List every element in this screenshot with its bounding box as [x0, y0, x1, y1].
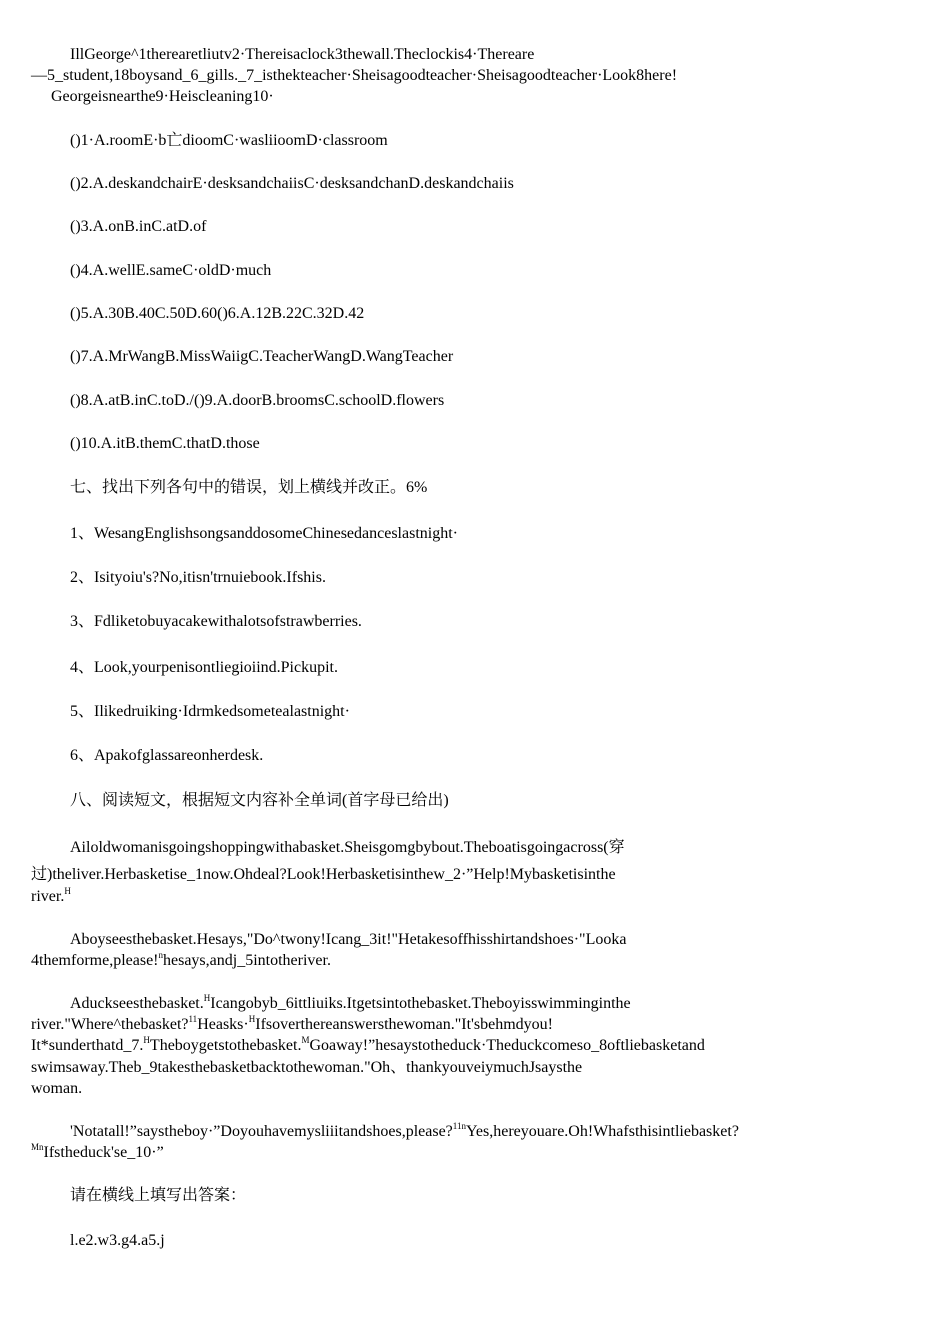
error-sentence: 3、Fdliketobuyacakewithalotsofstrawberries.	[70, 613, 362, 630]
text-fragment: Goaway!”hesaystotheduck·Theduckcomeso_8oftliebasketand	[309, 1037, 705, 1054]
superscript-mark: Mn	[31, 1142, 44, 1152]
text-fragment: river."Where^thebasket?	[31, 1016, 189, 1033]
text-fragment: hesays,andj_5intotheriver.	[163, 952, 331, 969]
passage-line: IllGeorge^1therearetliutv2·Thereisaclock3thewall.Theclockis4·Thereare	[70, 46, 535, 63]
passage-line	[31, 886, 71, 907]
error-sentence: 1、WesangEnglishsongsanddosomeChinesedanceslastnight·	[70, 525, 458, 542]
question-10: ()10.A.itB.themC.thatD.those	[70, 435, 260, 452]
passage-line: Georgeisnearthe9·Heiscleaning10·	[51, 88, 274, 105]
text-fragment: river.	[31, 888, 65, 905]
text-fragment: Ifsoverthereanswersthewoman."It'sbehmdyou!	[255, 1016, 553, 1033]
superscript-mark: n	[158, 950, 163, 960]
superscript-mark: H	[248, 1014, 256, 1024]
error-sentence: 2、Isityoiu's?No,itisn'trnuiebook.Ifshis.	[70, 569, 326, 586]
passage-line	[70, 1121, 739, 1142]
text-fragment: Icangobyb_6ittliuiks.Itgetsintothebasket.Theboyisswimminginthe	[210, 995, 631, 1012]
question-3: ()3.A.onB.inC.atD.of	[70, 218, 207, 235]
question-7: ()7.A.MrWangB.MissWaiigC.TeacherWangD.WangTeacher	[70, 348, 454, 365]
section-heading: 八、阅读短文，根据短文内容补全单词(首字母已给出)	[70, 792, 449, 809]
text-fragment: 4themforme,please!	[31, 952, 159, 969]
passage-line	[31, 950, 331, 971]
passage-line	[31, 1142, 164, 1163]
superscript-mark: M	[301, 1035, 310, 1045]
text-fragment: It*sunderthatd_7.	[31, 1037, 144, 1054]
question-8-9: ()8.A.atB.inC.toD./()9.A.doorB.broomsC.schoolD.flowers	[70, 392, 445, 409]
passage-line: Aboyseesthebasket.Hesays,"Do^twony!Icang_3it!"Hetakesoffhisshirtandshoes·"Looka	[70, 931, 627, 948]
question-1: ()1·A.roomE·b亡dioomC·wasliioomD·classroom	[70, 132, 388, 149]
text-fragment: 'Notatall!”saystheboy·”Doyouhavemysliiitandshoes,please?	[70, 1123, 453, 1140]
superscript-mark: 11n	[452, 1121, 466, 1131]
passage-line: 过)theliver.Herbasketise_1now.Ohdeal?Look!Herbasketisinthew_2·”Help!Mybasketisinthe	[31, 866, 616, 883]
passage-line: Ailoldwomanisgoingshoppingwithabasket.Sheisgomgbybout.Theboatisgoingacross(穿	[70, 839, 625, 856]
passage-line	[31, 1014, 553, 1035]
passage-line: woman.	[31, 1080, 83, 1097]
superscript-mark: H	[143, 1035, 150, 1045]
error-sentence: 6、Apakofglassareonherdesk.	[70, 747, 264, 764]
error-sentence: 5、Ilikedruiking·Idrmkedsometealastnight·	[70, 703, 350, 720]
section-heading: 七、找出下列各句中的错误，划上横线并改正。6%	[70, 479, 428, 496]
superscript-mark: H	[203, 993, 211, 1003]
passage-line	[70, 993, 631, 1014]
error-sentence: 4、Look,yourpenisontliegioiind.Pickupit.	[70, 659, 338, 676]
passage-line: swimsaway.Theb_9takesthebasketbacktothewoman."Oh、thankyouveiymuchJsaysthe	[31, 1059, 583, 1076]
question-5-6: ()5.A.30B.40C.50D.60()6.A.12B.22C.32D.42	[70, 305, 365, 322]
answer-line: l.e2.w3.g4.a5.j	[70, 1232, 165, 1249]
passage-line: —5_student,18boysand_6_gills._7_isthekteacher·Sheisagoodteacher·Sheisagoodteacher·Look8here!	[31, 67, 678, 84]
passage-line	[31, 1035, 705, 1056]
question-4: ()4.A.wellE.sameC·oldD·much	[70, 262, 272, 279]
answer-prompt: 请在横线上填写出答案：	[70, 1187, 247, 1204]
text-fragment: Aduckseesthebasket.	[70, 995, 204, 1012]
question-2: ()2.A.deskandchairE·desksandchaiisC·desksandchanD.deskandchaiis	[70, 175, 514, 192]
text-fragment: Yes,hereyouare.Oh!Whafsthisintliebasket?	[465, 1123, 739, 1140]
text-fragment: Theboygetstothebasket.	[149, 1037, 302, 1054]
superscript-mark: 11	[188, 1014, 198, 1024]
superscript-mark: H	[64, 886, 71, 896]
text-fragment: Ifstheduck'se_10·”	[43, 1144, 164, 1161]
text-fragment: Heasks·	[197, 1016, 249, 1033]
